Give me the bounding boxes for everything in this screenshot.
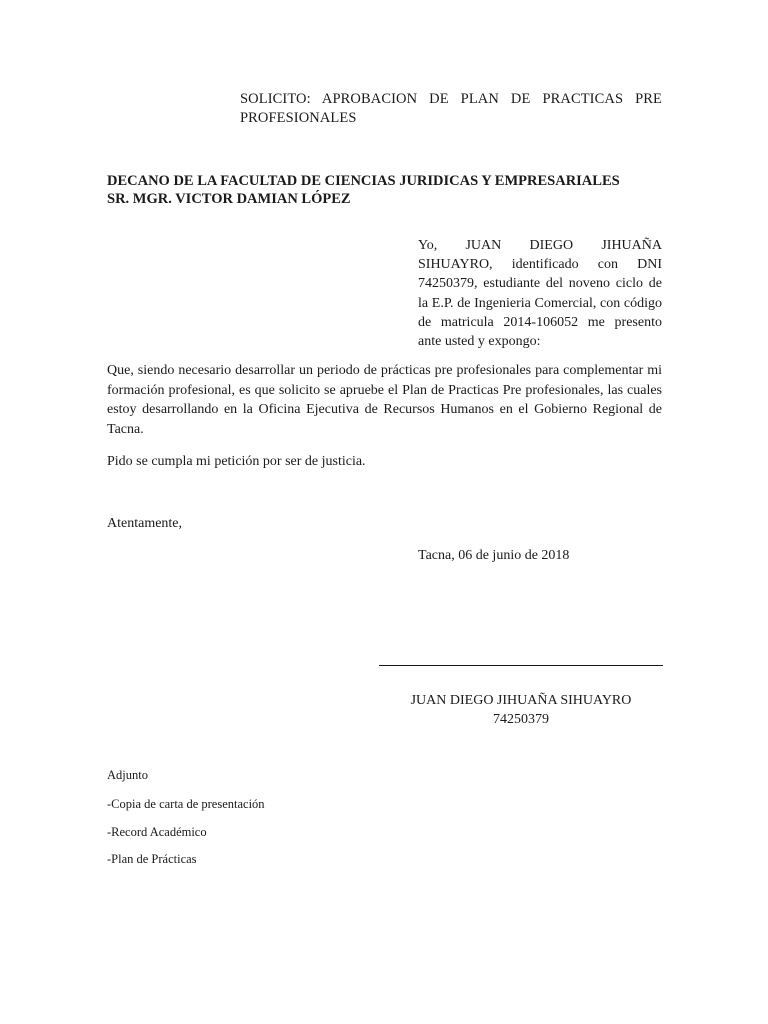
signer-block — [379, 691, 663, 729]
attachment-item: -Plan de Prácticas — [107, 852, 197, 866]
subject-block — [240, 90, 662, 128]
intro-paragraph: Yo, JUAN DIEGO JIHUAÑA SIHUAYRO, identificado con DNI 74250379, estudiante del noveno ciclo de la E.P. de Ingenieria Comercial, con código de matricula 2014-106052 me presento ante usted y expongo: — [418, 238, 662, 350]
subject-line-1: SOLICITO: APROBACION DE PLAN DE PRACTICAS PRE — [240, 91, 662, 107]
signature-line — [379, 665, 663, 666]
closing-text: Atentamente, — [107, 516, 183, 531]
attachments-list — [107, 796, 265, 879]
attachment-item: -Record Académico — [107, 824, 207, 839]
addressee-name: SR. MGR. VICTOR DAMIAN LÓPEZ — [107, 191, 351, 207]
subject-line-2: PROFESIONALES — [240, 110, 357, 126]
addressee-title: DECANO DE LA FACULTAD DE CIENCIAS JURIDICAS Y EMPRESARIALES — [107, 173, 620, 189]
addressee-block — [107, 172, 620, 208]
attachments-title: Adjunto — [107, 768, 148, 782]
petition-text: Pido se cumpla mi petición por ser de justicia. — [107, 454, 366, 469]
signer-name: JUAN DIEGO JIHUAÑA SIHUAYRO — [410, 693, 632, 708]
signer-dni: 74250379 — [493, 712, 549, 727]
attachment-item: -Copia de carta de presentación — [107, 797, 265, 811]
place-date: Tacna, 06 de junio de 2018 — [418, 548, 570, 563]
body-paragraph: Que, siendo necesario desarrollar un periodo de prácticas pre profesionales para complementar mi formación profesional, es que solicito se apruebe el Plan de Practicas Pre profesionales, las cuales estoy desarrollando en la Oficina Ejecutiva de Recursos Humanos en el Gobierno Regional de Tacna. — [107, 363, 662, 437]
